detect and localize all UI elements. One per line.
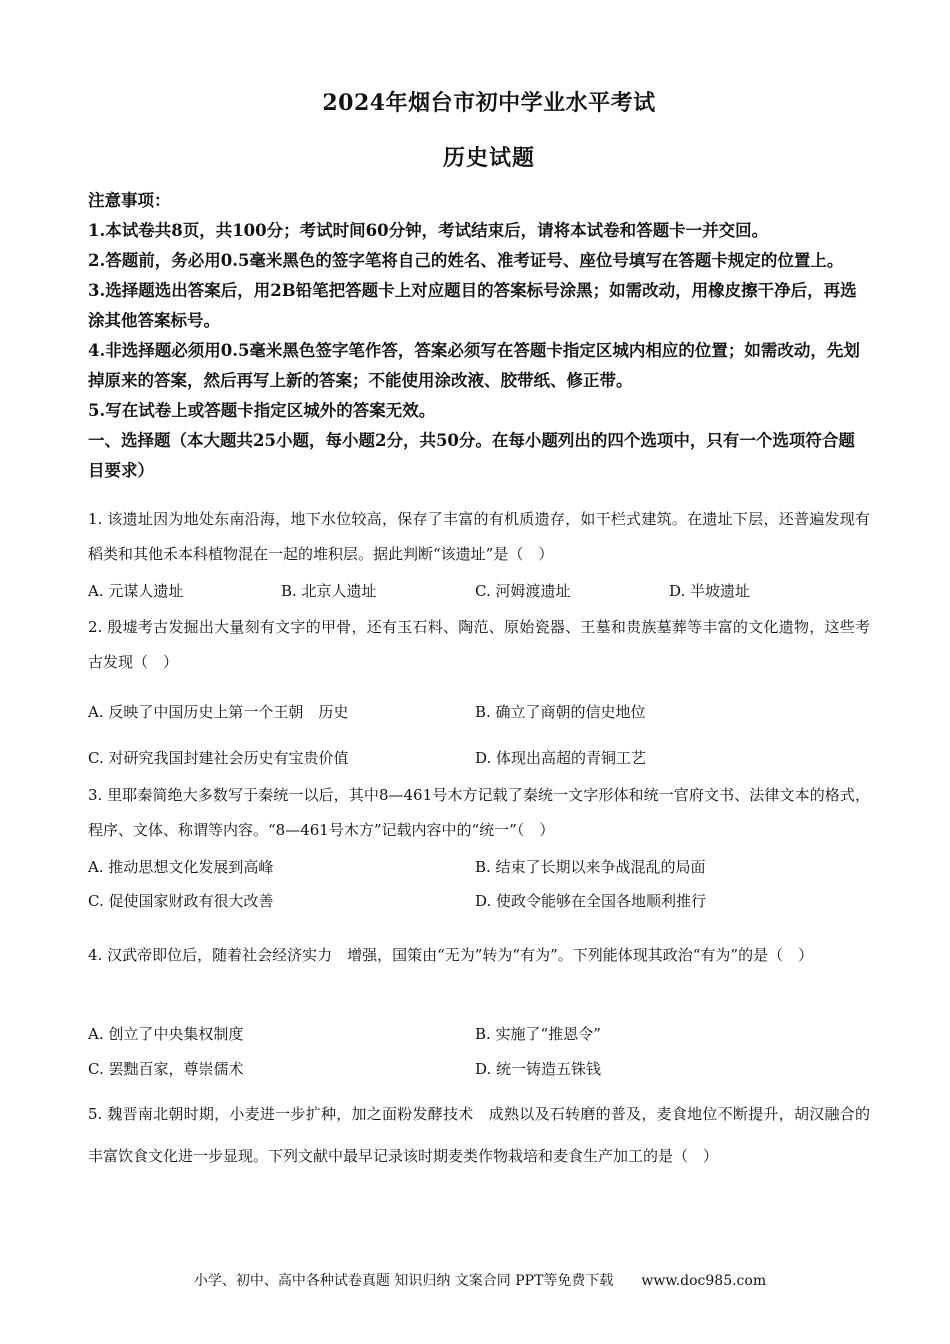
q2-option-a: A. 反映了中国历史上第一个王朝 历史: [88, 703, 349, 721]
note-item-3: 3.选择题选出答案后，用2B铅笔把答题卡上对应题目的答案标号涂黑；如需改动，用橡皮擦干净后，再选涂其他答案标号。: [88, 281, 857, 330]
q1-option-a: A. 元谋人遗址: [88, 582, 184, 600]
question-4-stem: 4. 汉武帝即位后，随着社会经济实力 增强，国策由“无为”转为“有为”。下列能体现其政治“有为”的是（ ）: [88, 946, 814, 964]
q1-option-c: C. 河姆渡遗址: [475, 582, 571, 600]
q2-option-d: D. 体现出高超的青铜工艺: [475, 749, 647, 767]
question-2-stem: 2. 殷墟考古发掘出大量刻有文字的甲骨，还有玉石料、陶范、原始瓷器、王墓和贵族墓葬等丰富的文化遗物，这些考古发现（ ）: [88, 618, 870, 671]
note-item-5: 5.写在试卷上或答题卡指定区城外的答案无效。: [88, 401, 436, 420]
exam-subtitle: 历史试题: [442, 145, 535, 171]
question-2-options-row1: [88, 701, 870, 725]
exam-title: 2024年烟台市初中学业水平考试: [322, 90, 656, 116]
notes-heading: 注意事项：: [88, 191, 171, 210]
q1-option-d: D. 半坡遗址: [669, 582, 751, 600]
question-3-options-row1: [88, 856, 870, 880]
q4-option-a: A. 创立了中央集权制度: [88, 1025, 244, 1043]
q3-option-d: D. 使政令能够在全国各地顺利推行: [475, 892, 707, 910]
question-1-stem: 1. 该遗址因为地处东南沿海，地下水位较高，保存了丰富的有机质遗存，如干栏式建筑。在遗址下层，还普遍发现有稻类和其他禾本科植物混在一起的堆积层。据此判断“该遗址”是（ ）: [88, 510, 870, 563]
q2-option-b: B. 确立了商朝的信史地位: [475, 703, 646, 721]
note-item-4: 4.非选择题必须用0.5毫米黑色签字笔作答，答案必须写在答题卡指定区城内相应的位置；如需改动，先划掉原来的答案，然后再写上新的答案；不能使用涂改液、胶带纸、修正带。: [88, 341, 860, 390]
note-item-2: 2.答题前，务必用0.5毫米黑色的签字笔将自己的姓名、准考证号、座位号填写在答题卡规定的位置上。: [88, 251, 844, 270]
notes-block: [88, 186, 870, 486]
question-3-stem: 3. 里耶秦简绝大多数写于秦统一以后，其中8—461号木方记载了秦统一文字形体和统一官府文书、法律文本的格式，程序、文体、称谓等内容。“8—461号木方”记载内容中的“统一”（ ）: [88, 786, 870, 839]
question-4-options-row1: [88, 1023, 870, 1047]
question-3-options-row2: [88, 890, 870, 914]
question-4-options-row2: [88, 1058, 870, 1082]
q3-option-c: C. 促使国家财政有很大改善: [88, 892, 274, 910]
q4-option-c: C. 罢黜百家，尊崇儒术: [88, 1060, 244, 1078]
q4-option-b: B. 实施了“推恩令”: [475, 1025, 601, 1043]
note-item-1: 1.本试卷共8页，共100分；考试时间60分钟，考试结束后，请将本试卷和答题卡一并交回。: [88, 221, 769, 240]
question-1-options: [88, 580, 870, 604]
section-heading: 一、选择题（本大题共25小题，每小题2分，共50分。在每小题列出的四个选项中，只有一个选项符合题目要求）: [88, 431, 855, 480]
q3-option-a: A. 推动思想文化发展到高峰: [88, 858, 274, 876]
q3-option-b: B. 结束了长期以来争战混乱的局面: [475, 858, 706, 876]
q1-option-b: B. 北京人遗址: [281, 582, 377, 600]
question-2-options-row2: [88, 747, 870, 771]
page-footer: 小学、初中、高中各种试卷真题 知识归纳 文案合同 PPT等免费下载 www.doc985.com: [193, 1273, 767, 1289]
q4-option-d: D. 统一铸造五铢钱: [475, 1060, 602, 1078]
question-5-stem: 5. 魏晋南北朝时期，小麦进一步扩种，加之面粉发酵技术 成熟以及石转磨的普及，麦食地位不断提升，胡汉融合的丰富饮食文化进一步显现。下列文献中最早记录该时期麦类作物栽培和麦食生产加工的是（ ）: [88, 1105, 870, 1165]
q2-option-c: C. 对研究我国封建社会历史有宝贵价值: [88, 749, 349, 767]
